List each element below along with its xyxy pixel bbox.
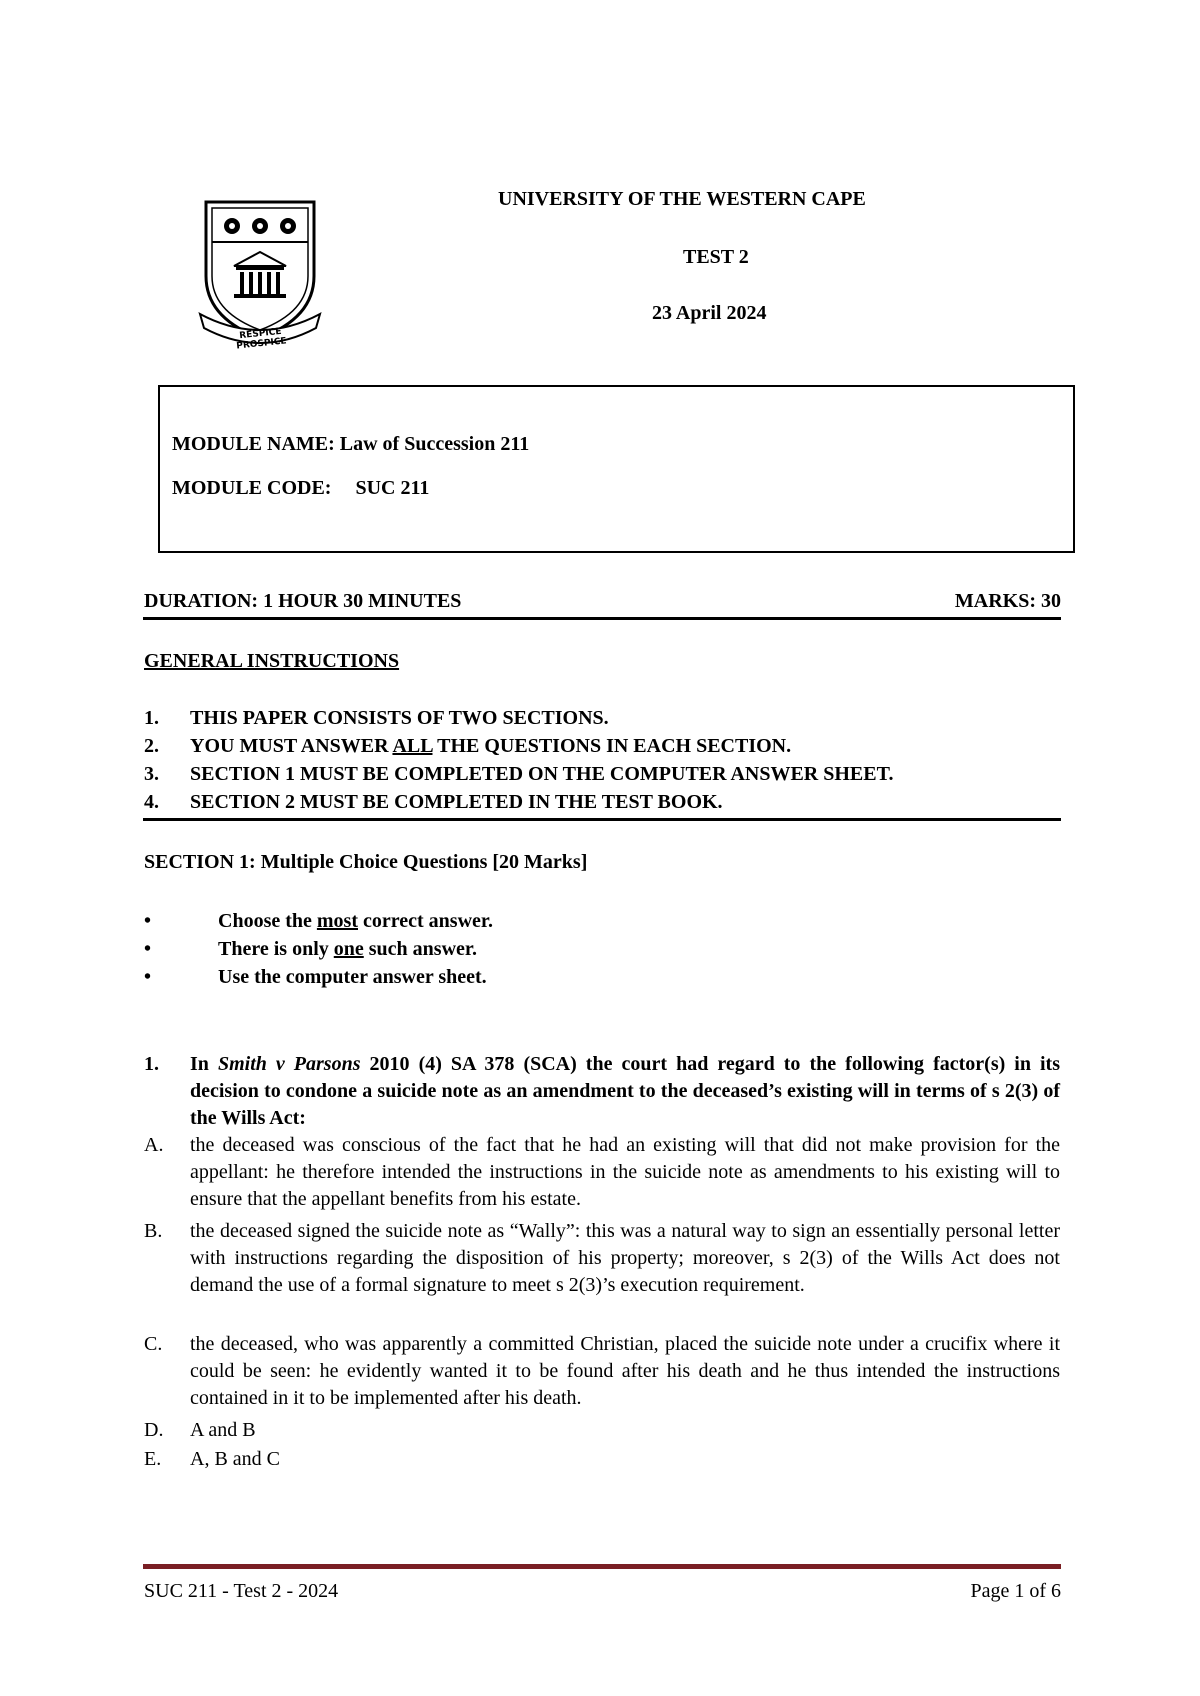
option-label: A. (144, 1134, 164, 1156)
option-label: E. (144, 1448, 162, 1470)
option-e (144, 1446, 1060, 1473)
duration-rule (143, 617, 1061, 620)
question-stem-a: In (190, 1053, 218, 1075)
instruction-number: 4. (144, 791, 159, 813)
module-code-line (172, 477, 429, 500)
instruction-number: 3. (144, 763, 159, 785)
option-d (144, 1417, 1060, 1444)
module-code-label: MODULE CODE: (172, 477, 332, 499)
option-a (144, 1132, 1060, 1213)
crest-motto: RESPICE PROSPICE (235, 326, 288, 352)
university-name: UNIVERSITY OF THE WESTERN CAPE (498, 188, 866, 210)
test-title: TEST 2 (683, 246, 749, 268)
option-text: A, B and C (190, 1448, 280, 1470)
module-name-line (172, 433, 529, 456)
section1-bullet (144, 910, 493, 933)
option-label: B. (144, 1220, 163, 1242)
footer-rule (143, 1564, 1061, 1569)
instruction-text: SECTION 2 MUST BE COMPLETED IN THE TEST BOOK. (190, 791, 723, 813)
bullet-emphasis: most (316, 910, 358, 932)
marks-text: MARKS: 30 (954, 590, 1061, 612)
instruction-item (144, 735, 791, 758)
footer-left-text: SUC 211 - Test 2 - 2024 (144, 1580, 339, 1602)
section1-label: SECTION 1: (144, 851, 256, 873)
bullet-text-post: correct answer. (358, 910, 493, 932)
bullet-text-post: such answer. (363, 938, 477, 960)
instruction-text: THIS PAPER CONSISTS OF TWO SECTIONS. (190, 707, 609, 729)
option-b (144, 1218, 1060, 1299)
module-code-value: SUC 211 (355, 477, 430, 499)
instructions-rule (143, 818, 1061, 821)
instruction-item (144, 763, 893, 786)
instruction-text: SECTION 1 MUST BE COMPLETED ON THE COMPUTER ANSWER SHEET. (190, 763, 894, 785)
module-name-label: MODULE NAME: (172, 433, 335, 455)
instruction-number: 1. (144, 707, 159, 729)
question-1-stem (144, 1051, 1060, 1132)
instruction-text-post: THE QUESTIONS IN EACH SECTION. (432, 735, 792, 757)
section1-bullet (144, 966, 487, 989)
section1-bullet (144, 938, 477, 961)
instruction-text-pre: YOU MUST ANSWER (190, 735, 393, 757)
bullet-text: Use the computer answer sheet. (218, 966, 487, 988)
bullet-icon: • (144, 938, 152, 960)
bullet-text-pre: Choose the (218, 910, 317, 932)
question-number: 1. (144, 1053, 159, 1075)
section1-title-rest: Multiple Choice Questions [20 Marks] (255, 851, 588, 873)
question-stem-b: 2010 (4) SA 378 (SCA) the court had regard to the following factor(s) in its decision to condone a suicide note as an amendment to the deceased’s existing will in terms of s 2(3) of the Wills Act: (190, 1053, 1061, 1129)
option-c (144, 1331, 1060, 1412)
option-label: C. (144, 1333, 163, 1355)
bullet-icon: • (144, 910, 152, 932)
option-text: the deceased was conscious of the fact that he had an existing will that did not make provision for the appellant: he therefore intended the instructions in the suicide note as amendments to his existing will to ensure that the appellant benefits from his estate. (190, 1134, 1060, 1210)
instruction-number: 2. (144, 735, 159, 757)
bullet-text-pre: There is only (218, 938, 334, 960)
option-label: D. (144, 1419, 164, 1441)
footer-page-number: Page 1 of 6 (970, 1580, 1061, 1602)
general-instructions-title: GENERAL INSTRUCTIONS (144, 650, 400, 672)
duration-text: DURATION: 1 HOUR 30 MINUTES (144, 590, 462, 612)
module-info-box (158, 385, 1075, 553)
instruction-item (144, 707, 609, 730)
option-text: A and B (190, 1419, 256, 1441)
university-crest-logo (198, 196, 322, 354)
option-text: the deceased signed the suicide note as “Wally”: this was a natural way to sign an essentially personal letter with instructions regarding the disposition of his property; moreover, s 2(3) of the Wills Act does not demand the use of a formal signature to meet s 2(3)’s execution requirement. (190, 1220, 1060, 1296)
bullet-emphasis: one (333, 938, 364, 960)
bullet-icon: • (144, 966, 152, 988)
instruction-item (144, 791, 723, 814)
test-date: 23 April 2024 (652, 302, 767, 324)
option-text: the deceased, who was apparently a committed Christian, placed the suicide note under a crucifix where it could be seen: he evidently wanted it to be found after his death and he thus intended the instructions contained in it to be implemented after his death. (190, 1333, 1060, 1409)
instruction-emphasis: ALL (392, 735, 433, 757)
case-name: Smith v Parsons (217, 1053, 361, 1075)
module-name-value: Law of Succession 211 (339, 433, 530, 455)
section1-title (144, 851, 587, 874)
